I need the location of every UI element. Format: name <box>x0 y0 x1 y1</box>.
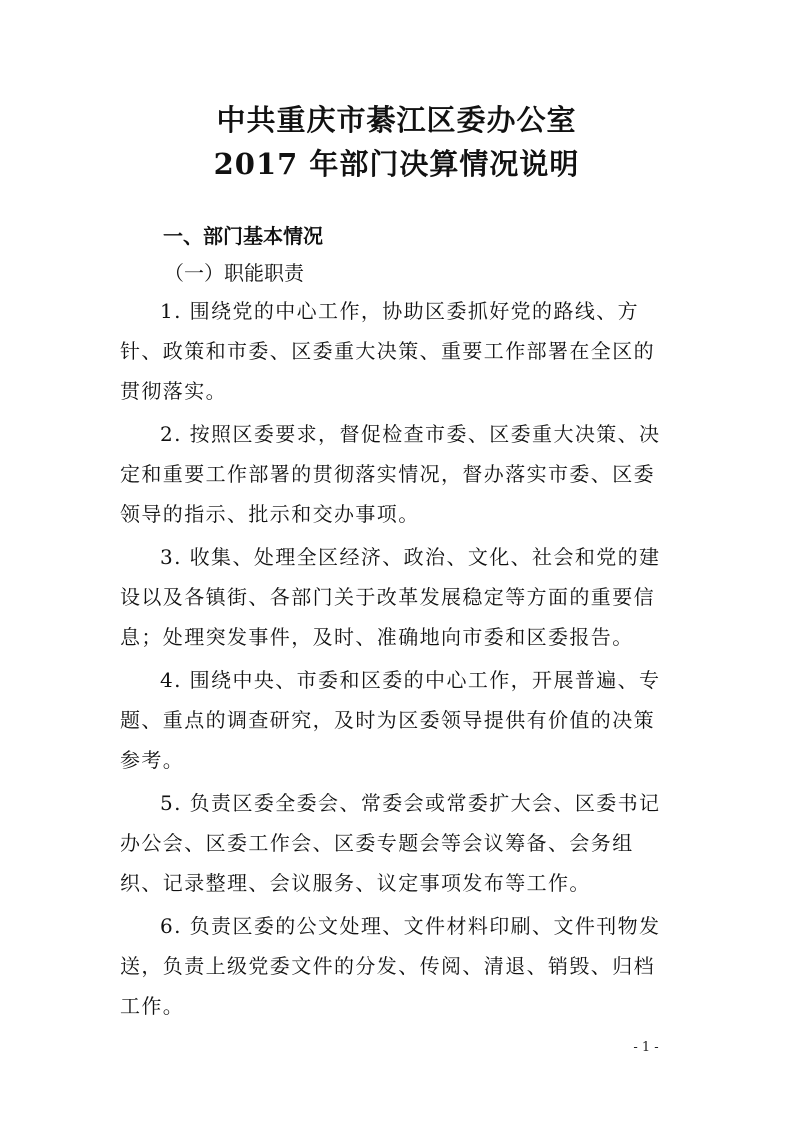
section-heading: 一、部门基本情况 <box>163 224 323 248</box>
paragraph-line: 题、重点的调查研究，及时为区委领导提供有价值的决策 <box>120 708 655 732</box>
paragraph-line: 针、政策和市委、区委重大决策、重要工作部署在全区的 <box>120 339 655 363</box>
page-number: - 1 - <box>633 1040 659 1055</box>
paragraph-line: 4. 围绕中央、市委和区委的中心工作，开展普遍、专 <box>160 668 661 692</box>
paragraph <box>120 906 680 1026</box>
paragraph-line: 3. 收集、处理全区经济、政治、文化、社会和党的建 <box>160 545 661 569</box>
paragraph-line: 贯彻落实。 <box>120 379 227 403</box>
paragraph-line: 定和重要工作部署的贯彻落实情况，督办落实市委、区委 <box>120 462 655 486</box>
paragraph-line: 5. 负责区委全委会、常委会或常委扩大会、区委书记 <box>160 791 661 815</box>
paragraph-line: 1. 围绕党的中心工作，协助区委抓好党的路线、方 <box>160 299 640 323</box>
paragraph-line: 息；处理突发事件，及时、准确地向市委和区委报告。 <box>120 625 634 649</box>
paragraph <box>120 414 680 534</box>
paragraph-line: 送，负责上级党委文件的分发、传阅、清退、销毁、归档 <box>120 954 655 978</box>
paragraph-line: 参考。 <box>120 748 185 772</box>
document-title <box>0 98 793 186</box>
title-line-2: 2017 年部门决算情况说明 <box>213 147 580 181</box>
title-line-1: 中共重庆市綦江区委办公室 <box>216 103 577 137</box>
paragraph-line: 织、记录整理、会议服务、议定事项发布等工作。 <box>120 871 591 895</box>
body-text <box>120 291 680 1029</box>
paragraph <box>120 537 680 657</box>
paragraph-line: 设以及各镇街、各部门关于改革发展稳定等方面的重要信 <box>120 585 655 609</box>
paragraph-line: 6. 负责区委的公文处理、文件材料印刷、文件刊物发 <box>160 914 661 938</box>
subsection-heading: （一）职能职责 <box>164 261 304 285</box>
paragraph-line: 办公会、区委工作会、区委专题会等会议筹备、会务组 <box>120 831 634 855</box>
paragraph <box>120 660 680 780</box>
paragraph <box>120 291 680 411</box>
paragraph <box>120 783 680 903</box>
paragraph-line: 领导的指示、批示和交办事项。 <box>120 502 420 526</box>
paragraph-line: 2. 按照区委要求，督促检查市委、区委重大决策、决 <box>160 422 661 446</box>
paragraph-line: 工作。 <box>120 994 185 1018</box>
